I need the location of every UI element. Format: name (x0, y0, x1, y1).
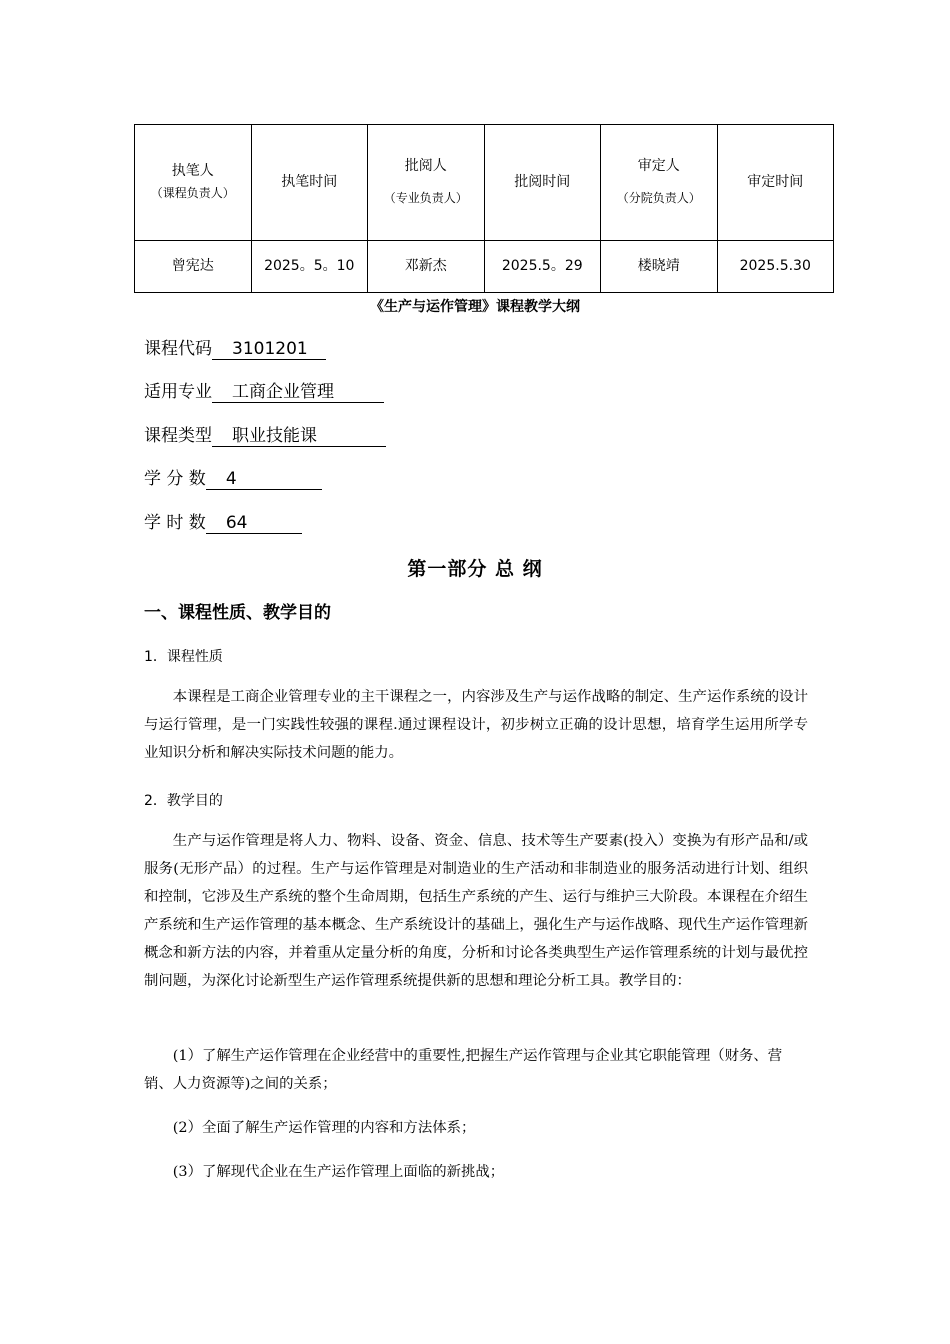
paragraph-nature: 本课程是工商企业管理专业的主干课程之一，内容涉及生产与运作战略的制定、生产运作系统的设计与运行管理，是一门实践性较强的课程.通过课程设计，初步树立正确的设计思想，培育学生运用所学专业知识分析和解决实际技术问题的能力。 (144, 689, 808, 761)
hours-value: 64 (206, 513, 302, 534)
course-type-label: 课程类型 (144, 426, 212, 446)
hours-label: 学 时 数 (144, 513, 206, 533)
paragraph-purpose: 生产与运作管理是将人力、物料、设备、资金、信息、技术等生产要素(投入）变换为有形产品和/或服务(无形产品）的过程。生产与运作管理是对制造业的生产活动和非制造业的服务活动进行计划、组织和控制，它涉及生产系统的整个生命周期，包括生产系统的产生、运行与维护三大阶段。本课程在介绍生产系统和生产运作管理的基本概念、生产系统设计的基础上，强化生产与运作战略、现代生产运作管理新概念和新方法的内容，并着重从定量分析的角度，分析和讨论各类典型生产运作管理系统的计划与最优控制问题，为深化讨论新型生产运作管理系统提供新的思想和理论分析工具。教学目的： (144, 833, 808, 989)
section-title: 一、课程性质、教学目的 (144, 603, 331, 623)
list-item: (1）了解生产运作管理在企业经营中的重要性,把握生产运作管理与企业其它职能管理（财务、营销、人力资源等)之间的关系； (144, 1048, 783, 1092)
header-author: 执笔人 （课程负责人） (135, 125, 252, 241)
value-reviewer: 邓新杰 (368, 241, 485, 293)
credits-value: 4 (206, 469, 322, 490)
list-item: (2）全面了解生产运作管理的内容和方法体系； (172, 1120, 476, 1136)
course-code-value: 3101201 (212, 339, 326, 360)
header-review-time: 批阅时间 (484, 125, 601, 241)
approval-header-row (135, 125, 834, 241)
field-hours (144, 510, 302, 536)
part-title: 第一部分 总 纲 (407, 558, 543, 580)
value-author: 曾宪达 (135, 241, 252, 293)
header-approver: 审定人 （分院负责人） (601, 125, 718, 241)
subsection-title-nature: 1．课程性质 (144, 649, 223, 665)
approval-table (134, 124, 834, 293)
field-course-code (144, 336, 326, 362)
header-reviewer: 批阅人 （专业负责人） (368, 125, 485, 241)
value-approve-time: 2025.5.30 (717, 241, 834, 293)
value-approver: 楼晓靖 (601, 241, 718, 293)
header-approve-time: 审定时间 (717, 125, 834, 241)
subsection-title-purpose: 2．教学目的 (144, 793, 223, 809)
major-value: 工商企业管理 (212, 382, 384, 403)
credits-label: 学 分 数 (144, 469, 206, 489)
approval-value-row (135, 241, 834, 293)
course-code-label: 课程代码 (144, 339, 212, 359)
value-review-time: 2025.5。29 (484, 241, 601, 293)
document-title: 《生产与运作管理》课程教学大纲 (370, 299, 580, 315)
value-author-time: 2025。5。10 (251, 241, 368, 293)
major-label: 适用专业 (144, 382, 212, 402)
field-course-type (144, 423, 386, 449)
field-major (144, 379, 384, 405)
course-type-value: 职业技能课 (212, 426, 386, 447)
list-item: (3）了解现代企业在生产运作管理上面临的新挑战； (172, 1164, 505, 1180)
header-author-time: 执笔时间 (251, 125, 368, 241)
field-credits (144, 466, 322, 492)
